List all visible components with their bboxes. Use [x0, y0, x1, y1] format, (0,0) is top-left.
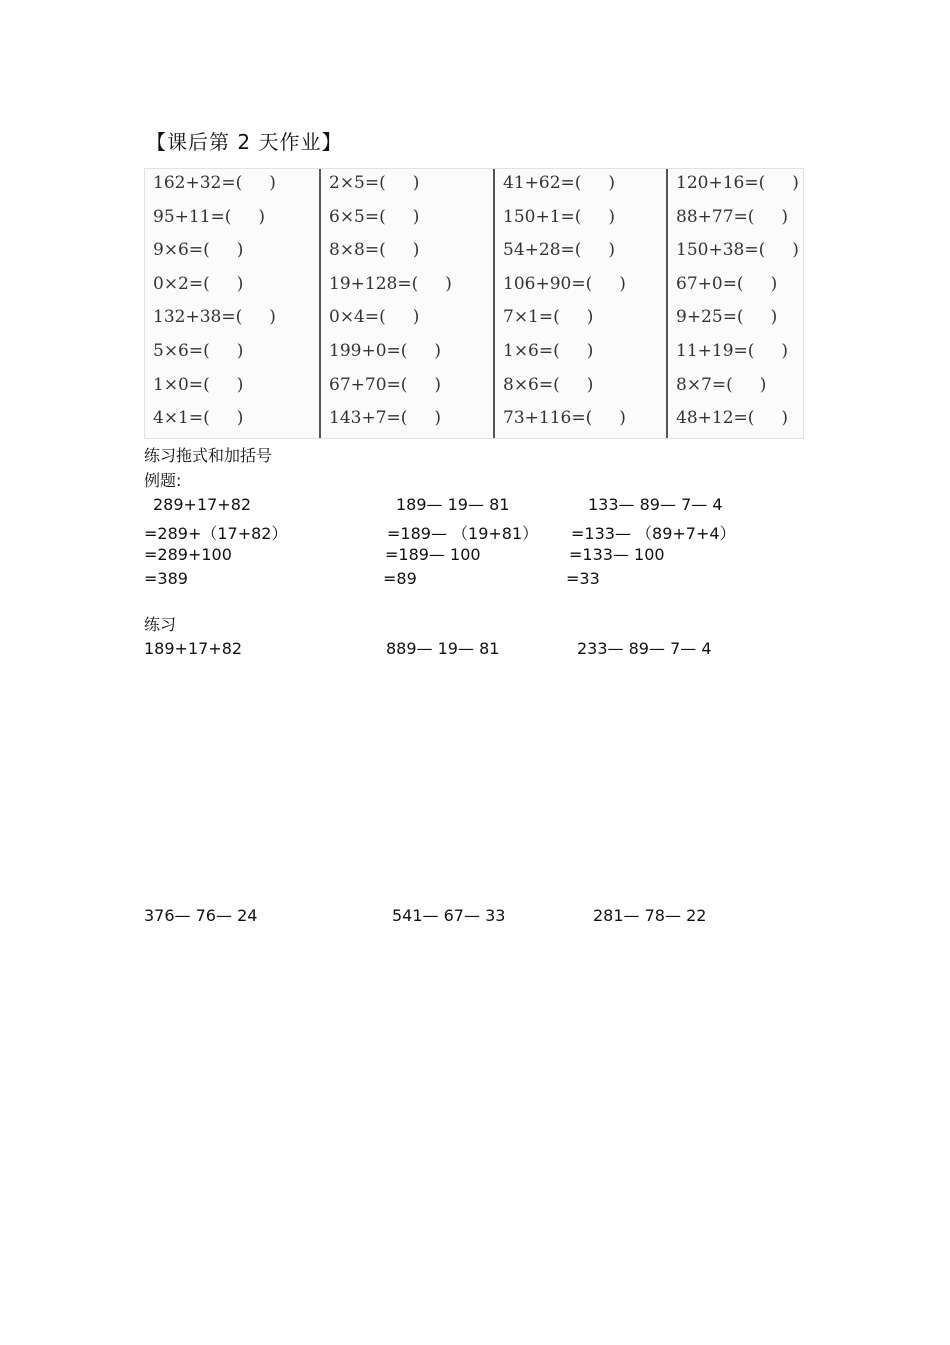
page-title: 【课后第 2 天作业】	[146, 130, 343, 154]
arithmetic-problem: 0×2=( )	[153, 273, 244, 294]
practice-5: 541— 67— 33	[392, 906, 506, 925]
arithmetic-problem: 73+116=( )	[503, 408, 626, 429]
arithmetic-problem: 67+70=( )	[329, 374, 442, 395]
example-3-step2: =133— 100	[569, 545, 665, 564]
practice-1: 189+17+82	[144, 639, 243, 658]
arithmetic-problem: 6×5=( )	[329, 206, 420, 227]
arithmetic-problem: 48+12=( )	[676, 408, 789, 429]
grid-column-3	[493, 169, 666, 438]
example-2-answer: =89	[383, 569, 417, 588]
arithmetic-problem: 1×0=( )	[153, 374, 244, 395]
example-3-step1: =133— （89+7+4）	[571, 524, 736, 543]
arithmetic-problem: 132+38=( )	[153, 307, 276, 328]
example-2-step2: =189— 100	[385, 545, 481, 564]
arithmetic-problem: 5×6=( )	[153, 340, 244, 361]
grid-column-2	[319, 169, 493, 438]
arithmetic-problem: 9×6=( )	[153, 240, 244, 261]
arithmetic-problem: 106+90=( )	[503, 273, 626, 294]
arithmetic-grid	[144, 168, 804, 439]
example-1-answer: =389	[144, 569, 188, 588]
section-heading: 练习拖式和加括号	[144, 446, 273, 465]
arithmetic-problem: 150+38=( )	[676, 240, 799, 261]
arithmetic-problem: 88+77=( )	[676, 206, 789, 227]
grid-column-4	[666, 169, 805, 438]
example-1-step1: =289+（17+82）	[144, 524, 288, 543]
example-2-step1: =189— （19+81）	[387, 524, 539, 543]
arithmetic-problem: 41+62=( )	[503, 173, 616, 193]
example-1-problem: 289+17+82	[153, 495, 252, 514]
arithmetic-problem: 120+16=( )	[676, 173, 799, 193]
arithmetic-problem: 67+0=( )	[676, 273, 778, 294]
arithmetic-problem: 8×6=( )	[503, 374, 594, 395]
arithmetic-problem: 1×6=( )	[503, 340, 594, 361]
arithmetic-problem: 95+11=( )	[153, 206, 266, 227]
arithmetic-problem: 199+0=( )	[329, 340, 442, 361]
practice-4: 376— 76— 24	[144, 906, 258, 925]
practice-label: 练习	[144, 615, 177, 634]
example-2-problem: 189— 19— 81	[396, 495, 510, 514]
example-3-problem: 133— 89— 7— 4	[588, 495, 723, 514]
arithmetic-problem: 143+7=( )	[329, 408, 442, 429]
arithmetic-problem: 9+25=( )	[676, 307, 778, 328]
arithmetic-problem: 2×5=( )	[329, 173, 420, 193]
arithmetic-problem: 0×4=( )	[329, 307, 420, 328]
arithmetic-problem: 8×7=( )	[676, 374, 767, 395]
grid-column-1	[145, 169, 319, 438]
arithmetic-problem: 8×8=( )	[329, 240, 420, 261]
example-1-step2: =289+100	[144, 545, 232, 564]
example-3-answer: =33	[566, 569, 600, 588]
arithmetic-problem: 162+32=( )	[153, 173, 276, 193]
example-label: 例题:	[144, 471, 182, 490]
arithmetic-problem: 54+28=( )	[503, 240, 616, 261]
practice-3: 233— 89— 7— 4	[577, 639, 712, 658]
arithmetic-problem: 11+19=( )	[676, 340, 789, 361]
practice-2: 889— 19— 81	[386, 639, 500, 658]
arithmetic-problem: 150+1=( )	[503, 206, 616, 227]
arithmetic-problem: 19+128=( )	[329, 273, 452, 294]
arithmetic-problem: 4×1=( )	[153, 408, 244, 429]
arithmetic-problem: 7×1=( )	[503, 307, 594, 328]
practice-6: 281— 78— 22	[593, 906, 707, 925]
